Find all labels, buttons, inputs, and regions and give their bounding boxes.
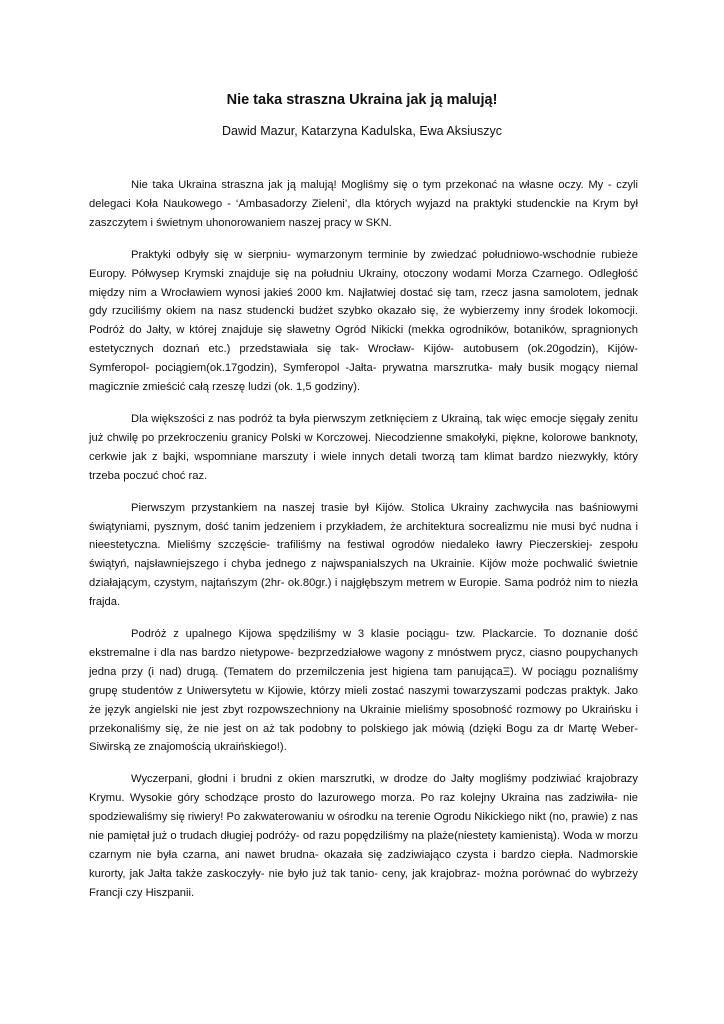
document-body [89,176,638,916]
document-authors: Dawid Mazur, Katarzyna Kadulska, Ewa Aksiuszyc [222,124,502,138]
document-title: Nie taka straszna Ukraina jak ją malują! [226,92,498,108]
paragraph-2: Praktyki odbyły się w sierpniu- wymarzonym terminie by zwiedzać południowo-wschodnie rubieże Europy. Półwysep Krymski znajduje się na południu Ukrainy, otoczony wodami Morza Czarnego. Odległość między nim a Wrocławiem wynosi jakieś 2000 km. Najłatwiej dostać się tam, rzecz jasna samolotem, jednak gdy rzuciliśmy okiem na nasz studencki budżet szybko okazało się, że wybierzemy inny środek lokomocji. Podróż do Jałty, w której znajduje się sławetny Ogród Nikicki (mekka ogrodników, botaników, spragnionych estetycznych doznań etc.) przedstawiała się tak- Wrocław- Kijów- autobusem (ok.20godzin), Kijów- Symferopol- pociągiem(ok.17godzin), Symferopol -Jałta- prywatna marszrutka- mały busik mogący niemal magicznie zmieścić całą rzeszę ludzi (ok. 1,5 godziny). [89,248,638,394]
paragraph-1: Nie taka Ukraina straszna jak ją malują! Mogliśmy się o tym przekonać na własne oczy. My - czyli delegaci Koła Naukowego - ‘Ambasadorzy Zieleni’, dla których wyjazd na praktyki studenckie na Krym był zaszczytem i świetnym uhonorowaniem naszej pracy w SKN. [89,179,638,229]
paragraph-4: Pierwszym przystankiem na naszej trasie był Kijów. Stolica Ukrainy zachwyciła nas baśniowymi świątyniami, pysznym, dość tanim jedzeniem i przykładem, że architektura socrealizmu nie musi być nudna i nieestetyczna. Mieliśmy szczęście- trafiliśmy na festiwal ogrodów niedaleko ławry Pieczerskiej- zespołu świątyń, najsławniejszego i chyba jednego z najwspanialszych na Ukrainie. Kijów może pochwalić świetnie działającym, czystym, najtańszym (2hr- ok.80gr.) i najgłębszym metrem w Europie. Sama podróż nim to niezła frajda. [89,501,638,609]
paragraph-5: Podróż z upalnego Kijowa spędziliśmy w 3 klasie pociągu- tzw. Plackarcie. To doznanie dość ekstremalne i dla nas bardzo nietypowe- bezprzedziałowe wagony z mnóstwem prycz, ciasno poupychanych jedna przy (i nad) drugą. (Tematem do przemilczenia jest higiena tam panującaΞ). W pociągu poznaliśmy grupę studentów z Uniwersytetu w Kijowie, którzy mieli zostać naszymi towarzyszami podczas praktyk. Jako że język angielski nie jest zbyt rozpowszechniony na Ukrainie mieliśmy sposobność rozmowy po Ukraińsku i przekonaliśmy się, że nie jest on aż tak podobny to polskiego jak mówią (dzięki Bogu za dr Martę Weber- Siwirską ze znajomością ukraińskiego!). [89,628,638,754]
paragraph-3: Dla większości z nas podróż ta była pierwszym zetknięciem z Ukrainą, tak więc emocje sięgały zenitu już chwilę po przekroczeniu granicy Polski w Korczowej. Niecodzienne smakołyki, piękne, kolorowe banknoty, cerkwie jak z bajki, wspomniane marszuty i wiele innych detali tworzą tam klimat bardzo niezwykły, który trzeba poczuć choć raz. [89,412,638,482]
paragraph-6: Wyczerpani, głodni i brudni z okien marszrutki, w drodze do Jałty mogliśmy podziwiać krajobrazy Krymu. Wysokie góry schodzące prosto do lazurowego morza. Po raz kolejny Ukraina nas zadziwiła- nie spodziewaliśmy się riwiery! Po zakwaterowaniu w ośrodku na terenie Ogrodu Nikickiego nikt (no, prawie) z nas nie pamiętał już o trudach długiej podróży- od razu popędziliśmy na plaże(niestety kamienistą). Woda w morzu czarnym nie była czarna, ani nawet brudna- okazała się zadziwiająco czysta i bardzo ciepła. Nadmorskie kurorty, jak Jałta także zaskoczyły- nie było już tak tanio- ceny, jak krajobraz- można porównać do wybrzeży Francji czy Hiszpanii. [89,773,638,899]
